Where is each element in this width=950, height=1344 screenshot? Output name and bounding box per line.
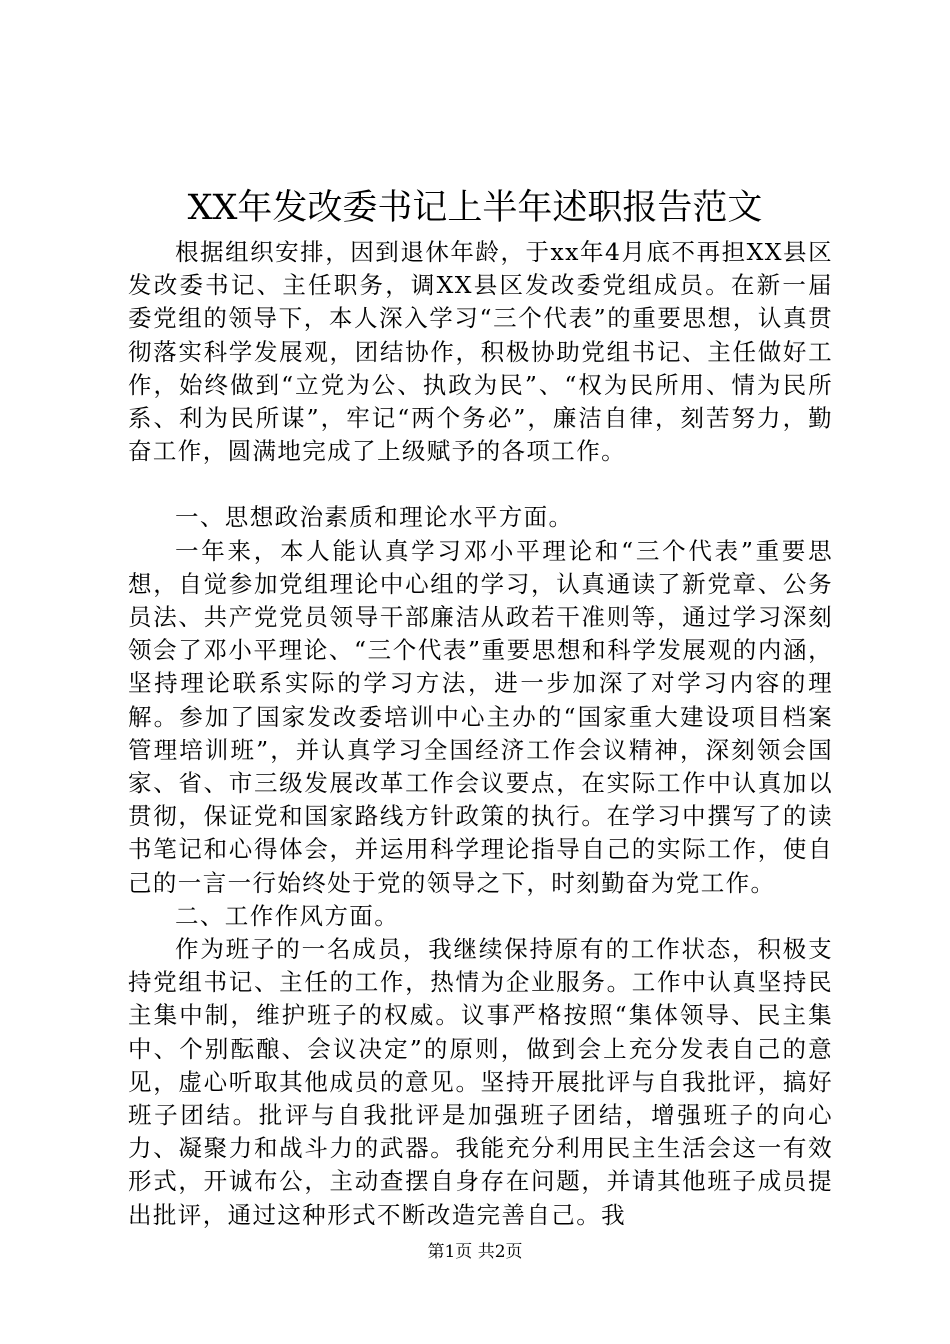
document-body [128,236,833,1232]
section-paragraph-workstyle: 作为班子的一名成员，我继续保持原有的工作状态，积极支持党组书记、主任的工作，热情为企业服务。工作中认真坚持民主集中制，维护班子的权威。议事严格按照“集体领导、民主集中、个别酝酿、会议决定”的原则，做到会上充分发表自己的意见，虚心听取其他成员的意见。坚持开展批评与自我批评，搞好班子团结。批评与自我批评是加强班子团结，增强班子的向心力、凝聚力和战斗力的武器。我能充分利用民主生活会这一有效形式，开诚布公，主动查摆自身存在问题，并请其他班子成员提出批评，通过这种形式不断改造完善自己。我 [128,935,833,1229]
section-paragraph-political: 一年来，本人能认真学习邓小平理论和“三个代表”重要思想，自觉参加党组理论中心组的学习，认真通读了新党章、公务员法、共产党党员领导干部廉洁从政若干准则等，通过学习深刻领会了邓小平理论、“三个代表”重要思想和科学发展观的内涵，坚持理论联系实际的学习方法，进一步加深了对学习内容的理解。参加了国家发改委培训中心主办的“国家重大建设项目档案管理培训班”，并认真学习全国经济工作会议精神，深刻领会国家、省、市三级发展改革工作会议要点，在实际工作中认真加以贯彻，保证党和国家路线方针政策的执行。在学习中撰写了的读书笔记和心得体会，并运用科学理论指导自己的实际工作，使自己的一言一行始终处于党的领导之下，时刻勤奋为党工作。 [128,536,833,897]
section-heading-political: 一、思想政治素质和理论水平方面。 [175,503,574,532]
intro-paragraph: 根据组织安排，因到退休年龄，于xx年4月底不再担XX县区发改委书记、主任职务，调XX县区发改委党组成员。在新一届委党组的领导下，本人深入学习“三个代表”的重要思想，认真贯彻落实科学发展观，团结协作，积极协助党组书记、主任做好工作，始终做到“立党为公、执政为民”、“权为民所用、情为民所系、利为民所谋”，牢记“两个务必”，廉洁自律，刻苦努力，勤奋工作，圆满地完成了上级赋予的各项工作。 [128,238,833,466]
document-title: XX年发改委书记上半年述职报告范文 [187,188,763,228]
section-heading-workstyle: 二、工作作风方面。 [175,901,400,930]
paragraph-spacer [128,468,833,501]
page-footer: 第1页 共2页 [427,1242,523,1262]
